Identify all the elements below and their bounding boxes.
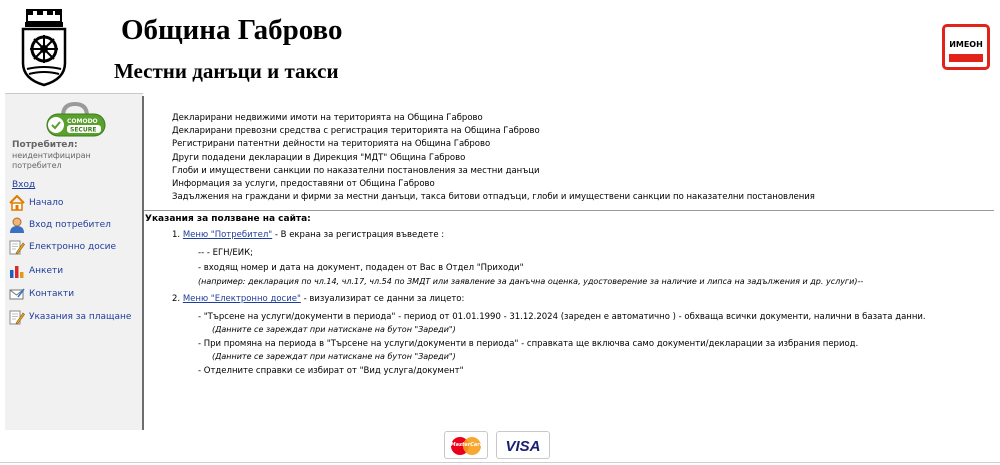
home-icon — [9, 195, 25, 211]
instructions-title: Указания за ползване на сайта: — [145, 214, 311, 224]
mastercard-logo — [444, 431, 488, 459]
footer-divider — [0, 462, 1000, 463]
instruction-note: (Данните се зареждат при натискане на бутон "Зареди") — [212, 352, 456, 361]
instruction-sub: - Отделните справки се избират от "Вид услуга/документ" — [198, 366, 464, 376]
instruction-sub: - При промяна на периода в "Търсене на услуги/документи в периода" - справката ще включва само документи/декларации за избрания период. — [198, 339, 859, 349]
menu-e-dossier-link[interactable]: Меню "Електронно досие" — [182, 294, 301, 304]
sidebar-item-home[interactable] — [9, 194, 141, 214]
sidebar-item-label: Указания за плащане — [29, 312, 132, 322]
instruction-note: (Данните се зареждат при натискане на бутон "Зареди") — [212, 325, 456, 334]
comodo-secure-badge-icon — [43, 102, 107, 138]
visa-logo — [496, 431, 550, 459]
visa-label: VISA — [505, 438, 541, 455]
header — [0, 0, 1000, 93]
link-other-declarations[interactable]: Други подадени декларации в Дирекция "МДТ" Община Габрово — [172, 152, 466, 163]
sidebar-item-surveys[interactable] — [9, 262, 141, 282]
sidebar-item-label: Контакти — [29, 289, 75, 299]
main-divider — [144, 210, 994, 211]
bar-chart-icon — [9, 263, 25, 279]
instruction-item-1 — [172, 230, 444, 240]
sidebar-item-contacts[interactable] — [9, 285, 141, 305]
user-label: Потребител: — [12, 140, 78, 150]
mastercard-label: MasterCard — [450, 442, 484, 448]
link-fines-sanctions[interactable]: Глоби и имуществени санкции по наказателни постановления за местни данъци — [172, 165, 540, 176]
link-services-info[interactable]: Информация за услуги, предоставяни от Община Габрово — [172, 179, 435, 190]
imeon-logo-text: ИМЕОН — [949, 40, 983, 49]
sidebar-item-e-dossier[interactable] — [9, 238, 141, 258]
link-declared-vehicles[interactable]: Декларирани превозни средства с регистрация територията на Община Габрово — [172, 126, 540, 137]
envelope-icon — [9, 286, 25, 302]
menu-user-link[interactable]: Меню "Потребител" — [182, 230, 273, 240]
link-obligations[interactable]: Задължения на граждани и фирми за местни данъци, такса битови отпадъци, глоби и имуществени санкции по наказателни постановления — [172, 192, 815, 203]
page-subtitle: Местни данъци и такси — [114, 59, 339, 83]
user-status: неидентифициран потребител — [12, 151, 91, 170]
comodo-text-top: COMODO — [67, 118, 98, 125]
link-declared-properties[interactable]: Декларирани недвижими имоти на територията на Община Габрово — [172, 113, 483, 123]
coat-of-arms-icon — [17, 7, 71, 87]
instruction-text: - В екрана за регистрация въведете : — [272, 230, 445, 240]
sidebar-divider — [142, 96, 144, 430]
sidebar-item-label: Електронно досие — [29, 242, 117, 252]
instruction-sub: - входящ номер и дата на документ, подаден от Вас в Отдел "Приходи" — [198, 263, 524, 273]
sidebar — [5, 93, 143, 430]
sidebar-item-label: Вход потребител — [29, 220, 111, 230]
instruction-note: (например: декларация по чл.14, чл.17, чл.54 по ЗМДТ или заявление за данъчна оценка, удостоверение за наличие и липса на задължения и др. услуги)-- — [198, 277, 864, 286]
imeon-logo-bar — [949, 54, 983, 62]
instruction-sub: - "Търсене на услуги/документи в периода" - период от 01.01.1990 - 31.12.2024 (зареден е автоматично ) - обхваща всички документи, налични в базата данни. — [198, 312, 926, 322]
sidebar-item-label: Анкети — [29, 266, 64, 276]
document-pencil-icon — [9, 239, 25, 255]
link-patent-activities[interactable]: Регистрирани патентни дейности на територията на Община Габрово — [172, 139, 491, 150]
imeon-logo[interactable] — [942, 24, 990, 70]
document-pencil-icon — [9, 309, 25, 325]
login-link[interactable]: Вход — [12, 180, 36, 190]
instruction-number: 2. — [172, 294, 181, 304]
sidebar-item-label: Начало — [29, 198, 64, 208]
page-title: Община Габрово — [121, 14, 343, 46]
instruction-number: 1. — [172, 230, 181, 240]
instruction-text: - визуализират се данни за лицето: — [300, 294, 465, 304]
sidebar-item-login-user[interactable] — [9, 216, 141, 236]
instruction-sub: -- - ЕГН/ЕИК; — [198, 248, 254, 258]
comodo-text-bottom: SECURE — [70, 126, 97, 134]
top-links-list — [172, 112, 815, 204]
instruction-item-2 — [172, 294, 464, 304]
sidebar-item-payment-instructions[interactable] — [9, 308, 141, 328]
user-icon — [9, 217, 25, 233]
